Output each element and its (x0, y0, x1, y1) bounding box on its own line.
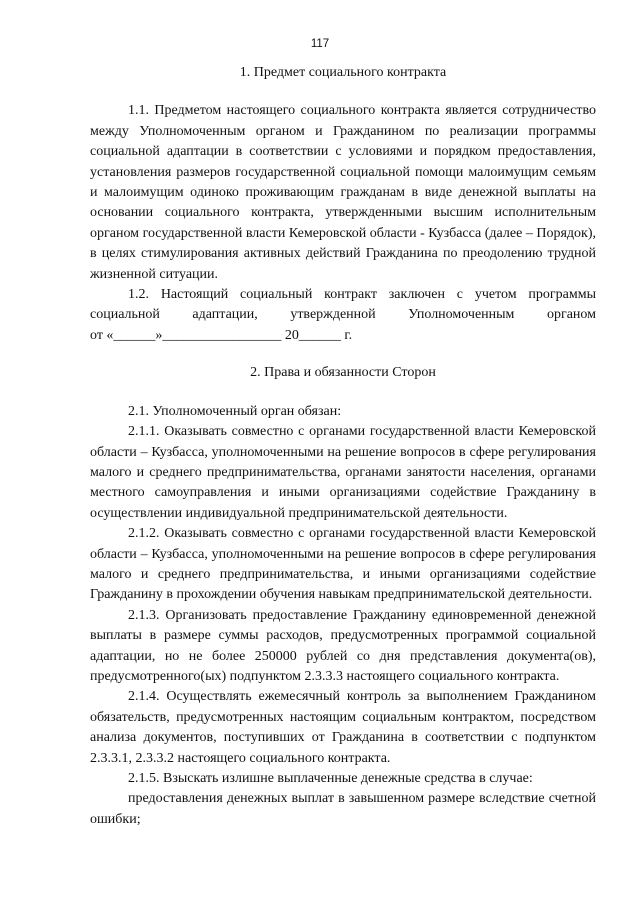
paragraph-2-1-2: 2.1.2. Оказывать совместно с органами государственной власти Кемеровской области – Кузбасса, уполномоченными на решение вопросов в сфере регулирования малого и среднего предпринимательства, и иными организациями содействие Гражданину в прохождении обучения навыкам предпринимательской деятельности. (90, 526, 596, 603)
paragraph-2-1-3: 2.1.3. Организовать предоставление Гражданину единовременной денежной выплаты в размере суммы расходов, предусмотренных программой социальной адаптации, но не более 250000 рублей со дня представления документа(ов), предусмотренного(ых) подпунктом 2.3.3.3 настоящего социального контракта. (90, 607, 596, 684)
paragraph-2-1-5-a: предоставления денежных выплат в завышенном размере вследствие счетной ошибки; (90, 791, 596, 827)
paragraph-1-2-date: от «______»_________________ 20______ г. (90, 327, 353, 343)
paragraph-2-1-5: 2.1.5. Взыскать излишне выплаченные денежные средства в случае: (128, 771, 533, 786)
document-body (90, 63, 596, 830)
paragraph-2-1-1: 2.1.1. Оказывать совместно с органами государственной власти Кемеровской области – Кузбасса, уполномоченными на решение вопросов в сфере регулирования малого и среднего предпринимательства, органами занятости населения, органами местного самоуправления и иными организациями содействие Гражданину в осуществлении индивидуальной предпринимательской деятельности. (90, 424, 596, 521)
paragraph-2-1: 2.1. Уполномоченный орган обязан: (128, 403, 342, 419)
section-2-title: 2. Права и обязанности Сторон (250, 365, 436, 381)
paragraph-2-1-4: 2.1.4. Осуществлять ежемесячный контроль за выполнением Гражданином обязательств, предусмотренных настоящим социальным контрактом, посредством анализа документов, поступивших от Гражданина в соответствии с подпунктом 2.3.3.1, 2.3.3.2 настоящего социального контракта. (90, 689, 596, 766)
paragraph-1-1: 1.1. Предметом настоящего социального контракта является сотрудничество между Уполномоченным органом и Гражданином по реализации программы социальной адаптации в соответствии с условиями и порядком предоставления, установления размеров государственной социальной помощи малоимущим семьям и малоимущим одиноко проживающим гражданам в виде денежной выплаты на основании социального контракта, утвержденными высшим исполнительным органом государственной власти Кемеровской области - Кузбасса (далее – Порядок), в целях стимулирования активных действий Гражданина по преодолению трудной жизненной ситуации. (90, 103, 596, 282)
section-1-title: 1. Предмет социального контракта (239, 65, 447, 80)
page-number: 117 (310, 38, 330, 50)
paragraph-1-2: 1.2. Настоящий социальный контракт заключен с учетом программы социальной адаптации, утвержденной Уполномоченным органом (90, 287, 596, 323)
